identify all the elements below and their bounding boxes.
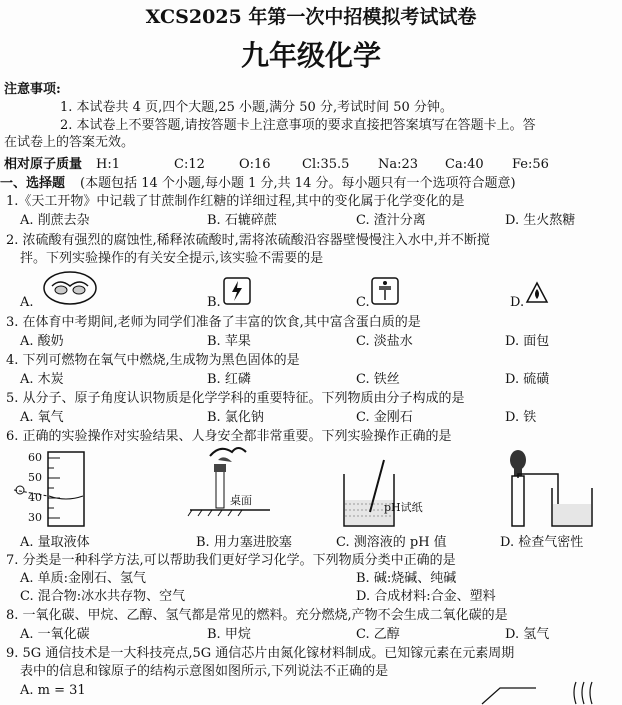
option-a: A. 氧气 [20, 410, 64, 425]
note-item: 2. 本试卷上不要答题,请按答题卡上注意事项的要求直接把答案填写在答题卡上。答 [60, 118, 536, 133]
option-a: A. 木炭 [20, 372, 64, 387]
option-c: C. 金刚石 [356, 410, 413, 425]
airtightness-figure [498, 448, 608, 532]
option-a: A. 量取液体 [20, 535, 90, 550]
atomic-mass: Fe:56 [512, 157, 549, 172]
option-d: D. 合成材料:合金、塑料 [356, 589, 496, 604]
question-stem: 4. 下列可燃物在氧气中燃烧,生成物为黑色固体的是 [6, 353, 300, 368]
option-d: D. 面包 [505, 334, 550, 349]
atomic-mass-label: 相对原子质量 [4, 157, 83, 172]
note-item: 1. 本试卷共 4 页,四个大题,25 小题,满分 50 分,考试时间 50 分钟。 [60, 100, 453, 115]
stopper-tube-figure [190, 446, 270, 532]
scale-label: 30 [28, 511, 42, 524]
option-b: B. 红磷 [207, 372, 251, 387]
question-stem: 拌。下列实验操作的有关安全提示,该实验不需要的是 [20, 251, 324, 266]
option-b: B. 碱:烧碱、纯碱 [356, 571, 457, 586]
question-stem: 表中的信息和镓原子的结构示意图如图所示,下列说法不正确的是 [20, 664, 389, 679]
option-b: B. 甲烷 [207, 627, 251, 642]
atomic-mass: Ca:40 [445, 157, 484, 172]
question-stem: 1.《天工开物》中记载了甘蔗制作红糖的详细过程,其中的变化属于化学变化的是 [6, 194, 465, 209]
atomic-mass: O:16 [239, 157, 271, 172]
option-b: B. [207, 295, 221, 310]
option-a: A. 酸奶 [20, 334, 64, 349]
atomic-mass: Na:23 [378, 157, 419, 172]
question-stem: 2. 浓硫酸有强烈的腐蚀性,稀释浓硫酸时,需将浓硫酸沿容器壁慢慢注入水中,并不断搅 [6, 233, 490, 248]
section-desc: (本题包括 14 个小题,每小题 1 分,共 14 分。每小题只有一个选项符合题意) [80, 176, 516, 191]
atomic-mass: H:1 [96, 157, 120, 172]
heating-icon [524, 280, 550, 306]
ph-beaker-figure [340, 460, 400, 532]
option-c: C. [356, 295, 370, 310]
scale-label: 60 [28, 451, 42, 464]
electric-hazard-icon [222, 276, 252, 306]
option-a: A. 单质:金刚石、氢气 [20, 571, 147, 586]
question-stem: 7. 分类是一种科学方法,可以帮助我们更好学习化学。下列物质分类中正确的是 [6, 553, 456, 568]
atomic-mass: C:12 [174, 157, 205, 172]
question-stem: 9. 5G 通信技术是一大科技亮点,5G 通信芯片由氮化镓材料制成。已知镓元素在元素周期 [6, 646, 515, 661]
option-d: D. 硫磺 [505, 372, 550, 387]
option-c: C. 乙醇 [356, 627, 400, 642]
option-b: B. 氯化钠 [207, 410, 264, 425]
atomic-mass: Cl:35.5 [302, 157, 350, 172]
question-stem: 5. 从分子、原子角度认识物质是化学学科的重要特征。下列物质由分子构成的是 [6, 391, 465, 406]
option-c: C. 混合物:冰水共存物、空气 [20, 589, 186, 604]
option-c: C. 铁丝 [356, 372, 400, 387]
option-a: A. [20, 295, 34, 310]
option-a: A. m = 31 [20, 683, 86, 698]
option-d: D. 氢气 [505, 627, 550, 642]
option-b: B. 石辘碎蔗 [207, 213, 277, 228]
option-c: C. 淡盐水 [356, 334, 413, 349]
question-stem: 3. 在体育中考期间,老师为同学们准备了丰富的饮食,其中富含蛋白质的是 [6, 315, 421, 330]
notes-heading: 注意事项: [4, 82, 61, 97]
option-b: B. 用力塞进胶塞 [196, 535, 292, 550]
gallium-figure-partial [476, 682, 616, 704]
hand-wash-icon [370, 276, 400, 306]
option-c: C. 渣汁分离 [356, 213, 426, 228]
option-a: A. 一氧化碳 [20, 627, 90, 642]
option-a: A. 削蔗去杂 [20, 213, 90, 228]
desk-label: 桌面 [230, 494, 252, 507]
option-c: C. 测溶液的 pH 值 [336, 535, 447, 550]
section-heading: 一、选择题 [0, 176, 66, 191]
goggles-icon [40, 268, 100, 308]
option-d: D. 生火熬糖 [505, 213, 576, 228]
exam-title: XCS2025 年第一次中招模拟考试试卷 [145, 6, 477, 28]
question-stem: 6. 正确的实验操作对实验结果、人身安全都非常重要。下列实验操作正确的是 [6, 429, 452, 444]
option-d: D. 检查气密性 [500, 535, 584, 550]
note-item: 在试卷上的答案无效。 [4, 135, 135, 150]
option-d: D. 铁 [505, 410, 537, 425]
exam-subtitle: 九年级化学 [240, 39, 381, 72]
option-d: D. [510, 295, 525, 310]
scale-label: 50 [28, 471, 42, 484]
ph-paper-label: pH试纸 [384, 501, 423, 514]
option-b: B. 苹果 [207, 334, 251, 349]
question-stem: 8. 一氧化碳、甲烷、乙醇、氢气都是常见的燃料。充分燃烧,产物不会生成二氧化碳的是 [6, 608, 508, 623]
scale-label: 40 [28, 491, 42, 504]
